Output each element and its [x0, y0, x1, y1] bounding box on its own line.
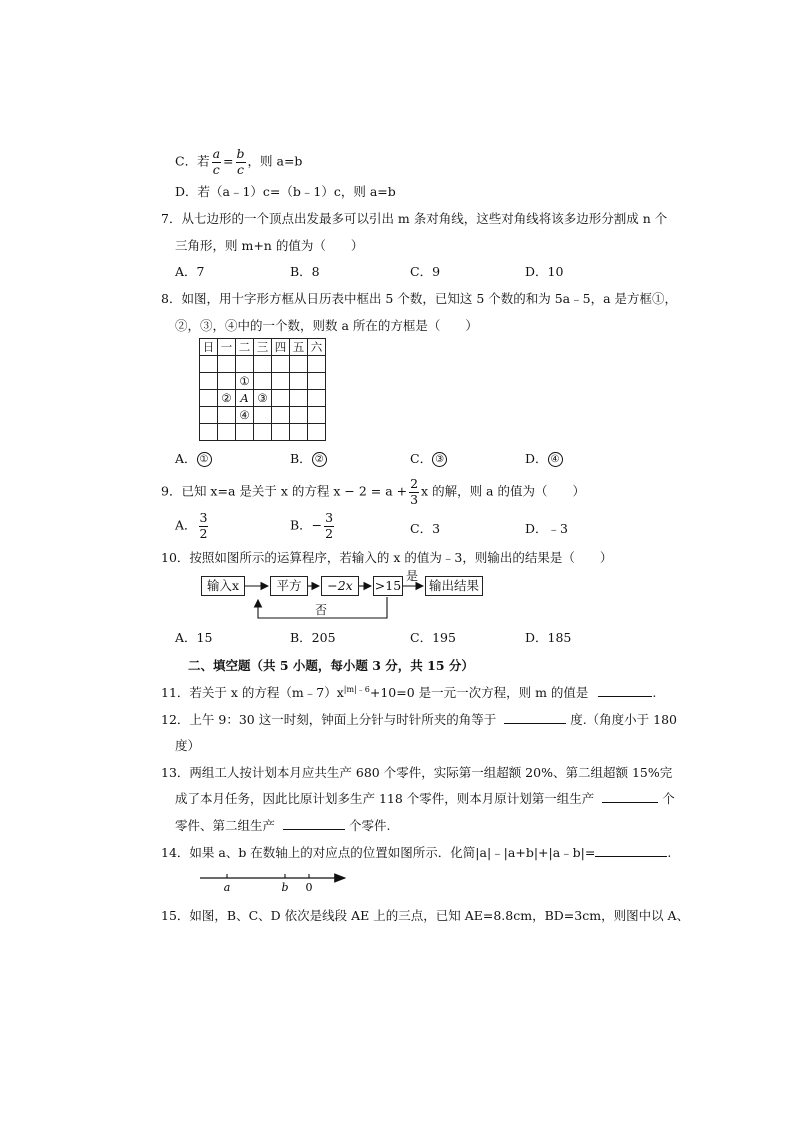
- label-b: b: [281, 881, 289, 894]
- calendar-cell-3: ③: [254, 390, 272, 407]
- q10-stem: 10．按照如图所示的运算程序，若输入的 x 的值为﹣3，则输出的结果是（ ）: [161, 550, 613, 565]
- circled-two: ②: [312, 452, 327, 467]
- calendar-header-sun: 日: [200, 339, 218, 356]
- label-a: a: [223, 881, 231, 894]
- q7-line2: 三角形，则 m+n 的值为（ ）: [175, 238, 364, 253]
- q13-answer-blank-1[interactable]: [602, 790, 658, 803]
- q7-line1: 7．从七边形的一个顶点出发最多可以引出 m 条对角线，这些对角线将该多边形分割成 n 个: [161, 211, 668, 226]
- q9-option-a: A． $\frac{3}{2}$: [175, 510, 208, 541]
- q8-option-d: D． ④: [525, 449, 563, 467]
- q9-option-b: B．− $\frac{3}{2}$: [290, 510, 334, 541]
- calendar-header-thu: 四: [272, 339, 290, 356]
- q8-option-a: A． ①: [175, 449, 212, 467]
- q9-fraction-two-thirds: $\frac{2}{3}$: [410, 476, 419, 507]
- flow-square-box: 平方: [270, 576, 308, 596]
- q6-option-c-suffix: ，则 a=b: [247, 153, 303, 169]
- calendar-header-tue: 二: [236, 339, 254, 356]
- calendar-header-mon: 一: [218, 339, 236, 356]
- calendar-header-sat: 六: [308, 339, 326, 356]
- calendar-cell-4: ④: [236, 407, 254, 424]
- q10-option-b: B．205: [290, 630, 336, 645]
- flow-times-box: −2x: [321, 576, 359, 596]
- circled-four: ④: [548, 452, 563, 467]
- q6-option-c-prefix: C．若: [175, 153, 210, 169]
- circled-three: ③: [432, 452, 447, 467]
- q6-option-d: D．若（a﹣1）c=（b﹣1）c，则 a=b: [175, 184, 396, 199]
- q6-fraction-a-over-c: $\frac{a}{c}$: [212, 146, 221, 177]
- q6-equals: =: [223, 153, 234, 169]
- q9-stem-suffix: x 的解，则 a 的值为（ ）: [421, 483, 585, 499]
- q8-option-c: C． ③: [410, 449, 447, 467]
- q12-answer-blank[interactable]: [504, 711, 566, 724]
- q9-option-b-fraction: $\frac{3}{2}$: [325, 510, 334, 541]
- arrow-loop-back: [258, 597, 387, 618]
- calendar-cell-1: ①: [236, 373, 254, 390]
- q14-answer-blank[interactable]: [595, 844, 667, 857]
- q13-line2: 成了本月任务，因此比原计划多生产 118 个零件，则本月原计划第一组生产 个: [175, 791, 675, 806]
- q9-stem-prefix: 9．已知 x=a 是关于 x 的方程 x − 2 = a +: [161, 483, 408, 499]
- q13-answer-blank-2[interactable]: [283, 817, 345, 830]
- q12-line1: 12．上午 9：30 这一时刻，钟面上分针与时针所夹的角等于 度.（角度小于 180: [161, 712, 678, 727]
- q9-option-a-fraction: $\frac{3}{2}$: [199, 510, 208, 541]
- q11-stem: 11．若关于 x 的方程$(m﹣7)x^{|m|﹣6}+10=0$ 是一元一次方程，则 m 的值是 .: [161, 684, 657, 700]
- flow-compare-box: >15: [373, 576, 403, 596]
- flow-output-box: 输出结果: [425, 576, 483, 596]
- q14-stem: 14．如果 a、b 在数轴上的对应点的位置如图所示．化简|a|﹣|a+b|+|a﹣b|= .: [161, 845, 672, 860]
- calendar-cell-2: ②: [218, 390, 236, 407]
- q10-option-d: D．185: [525, 630, 572, 645]
- calendar-header-wed: 三: [254, 339, 272, 356]
- q7-option-a: A．7: [175, 264, 205, 279]
- q8-line1: 8．如图，用十字形方框从日历表中框出 5 个数，已知这 5 个数的和为 5a﹣5，a 是方框①，: [161, 291, 678, 306]
- q13-line1: 13．两组工人按计划本月应共生产 680 个零件，实际第一组超额 20%、第二组超额 15%完: [161, 765, 673, 780]
- label-zero: 0: [305, 881, 313, 894]
- q11-answer-blank[interactable]: [598, 684, 652, 697]
- calendar-cell-a: A: [236, 390, 254, 407]
- section-heading: 二、填空题（共 5 小题，每小题 3 分，共 15 分）: [188, 658, 474, 673]
- q6-fraction-b-over-c: $\frac{b}{c}$: [236, 146, 245, 177]
- q7-option-c: C．9: [410, 264, 441, 279]
- flow-yes-label: 是: [406, 569, 419, 583]
- q9-option-c: C．3: [410, 521, 441, 536]
- q10-option-c: C．195: [410, 630, 456, 645]
- q10-option-a: A．15: [175, 630, 213, 645]
- q13-line3: 零件、第二组生产 个零件.: [175, 818, 391, 833]
- q11-exponent: |m|﹣6: [343, 684, 370, 694]
- flow-input-box: 输入x: [201, 576, 245, 596]
- q7-option-b: B．8: [290, 264, 320, 279]
- circled-one: ①: [197, 452, 212, 467]
- q9-option-d: D．﹣3: [525, 521, 568, 536]
- flow-no-label: 否: [315, 603, 328, 617]
- calendar-header-fri: 五: [290, 339, 308, 356]
- number-line: [195, 868, 355, 894]
- q7-option-d: D．10: [525, 264, 564, 279]
- q8-option-b: B． ②: [290, 449, 327, 467]
- q15-line1: 15．如图，B、C、D 依次是线段 AE 上的三点，已知 AE=8.8cm，BD=3cm，则图中以 A、: [161, 908, 690, 923]
- q12-line2: 度）: [175, 738, 201, 753]
- q8-line2: ②，③，④中的一个数，则数 a 所在的方框是（ ）: [175, 318, 478, 333]
